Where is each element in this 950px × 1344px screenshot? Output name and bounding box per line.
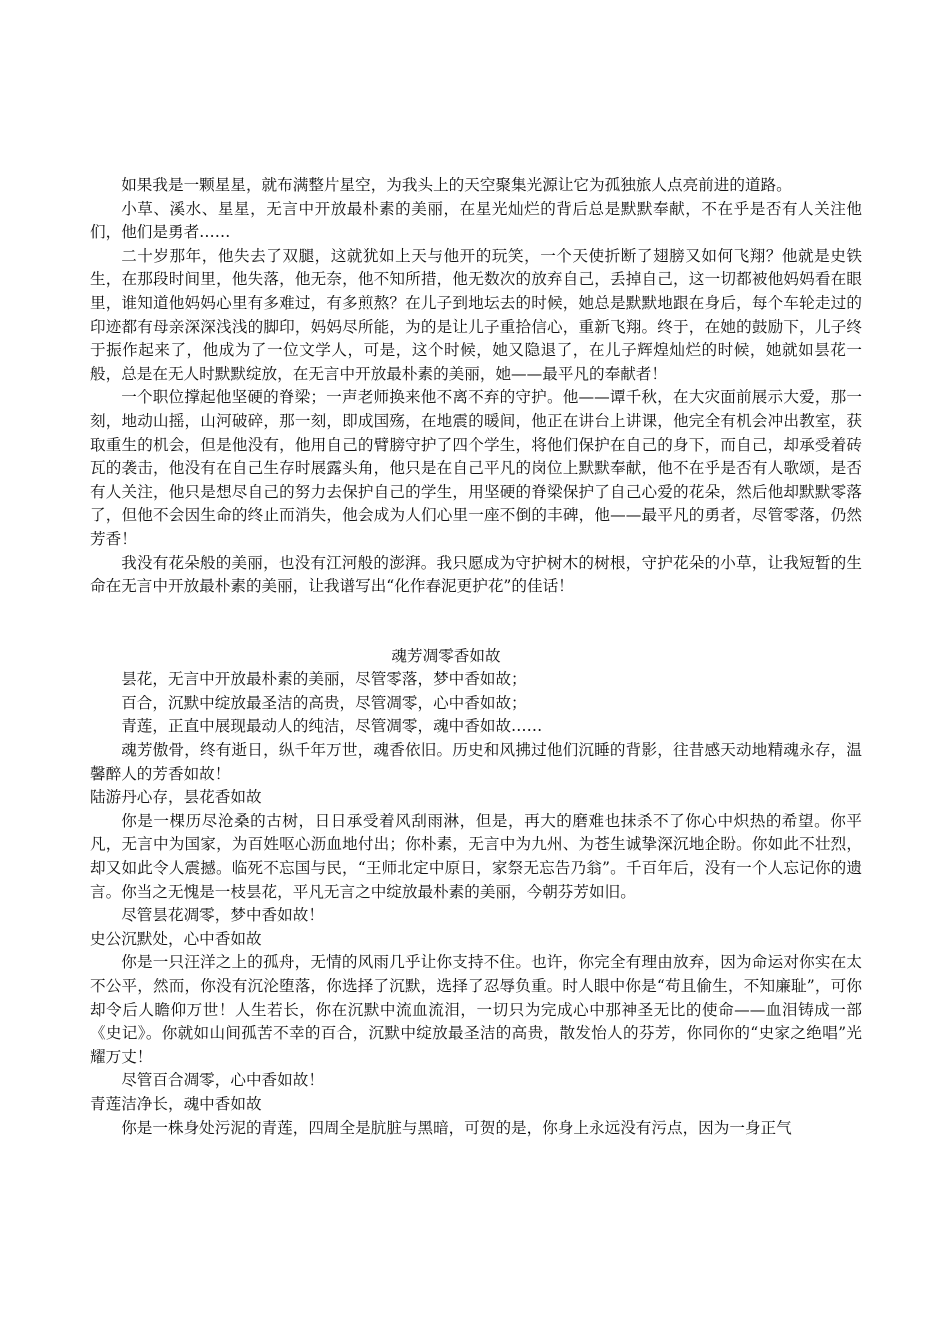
intro-line: 百合，沉默中绽放最圣洁的高贵，尽管凋零，心中香如故； <box>121 693 527 712</box>
paragraph: 你是一只汪洋之上的孤舟，无情的风雨几乎让你支持不住。也许，你完全有理由放弃，因为命运对你实在太不公平，然而，你没有沉沦堕落，你选择了沉默，选择了忍辱负重。时人眼中你是“苟且偷生，不知廉耻”，可你却令后人瞻仰万世！人生若长，你在沉默中流血流泪，一切只为完成心中那神圣无比的使命——血泪铸成一部《史记》。你就如山间孤苦不幸的百合，沉默中绽放最圣洁的高贵，散发怡人的芬芳，你同你的“史家之绝唱”光耀万丈！ <box>90 953 862 1066</box>
section-gap <box>90 599 862 645</box>
closing-line: 尽管百合凋零，心中香如故！ <box>121 1071 324 1090</box>
section-heading: 史公沉默处，心中香如故 <box>90 929 262 948</box>
paragraph: 如果我是一颗星星，就布满整片星空，为我头上的天空聚集光源让它为孤独旅人点亮前进的道路。 <box>121 176 792 194</box>
paragraph: 我没有花朵般的美丽，也没有江河般的澎湃。我只愿成为守护树木的树根，守护花朵的小草，让我短暂的生命在无言中开放最朴素的美丽，让我谱写出“化作春泥更护花”的佳话！ <box>90 553 862 596</box>
essay-title: 魂芳凋零香如故 <box>391 646 501 665</box>
paragraph: 你是一株身处污泥的青莲，四周全是肮脏与黑暗，可贺的是，你身上永远没有污点，因为一身正气 <box>121 1118 792 1137</box>
section-heading: 青莲洁净长，魂中香如故 <box>90 1094 262 1113</box>
paragraph: 二十岁那年，他失去了双腿，这就犹如上天与他开的玩笑，一个天使折断了翅膀又如何飞翔？他就是史铁生，在那段时间里，他失落，他无奈，他不知所措，他无数次的放弃自己，丢掉自己，这一切都被他妈妈看在眼里，谁知道他妈妈心里有多难过，有多煎熬？在儿子到地坛去的时候，她总是默默地跟在身后，每个车轮走过的印迹都有母亲深深浅浅的脚印，妈妈尽所能，为的是让儿子重拾信心，重新飞翔。终于，在她的鼓励下，儿子终于振作起来了，他成为了一位文学人，可是，这个时候，她又隐退了，在儿子辉煌灿烂的时候，她就如昙花一般，总是在无人时默默绽放，在无言中开放最朴素的美丽，她——最平凡的奉献者！ <box>90 246 862 383</box>
closing-line: 尽管昙花凋零，梦中香如故！ <box>121 906 324 925</box>
intro-line: 青莲，正直中展现最动人的纯洁，尽管凋零，魂中香如故…… <box>121 717 543 736</box>
intro-line: 昙花，无言中开放最朴素的美丽，尽管零落，梦中香如故； <box>121 670 527 689</box>
document-page <box>90 174 862 1140</box>
paragraph: 一个职位撑起他坚硬的脊梁；一声老师换来他不离不弃的守护。他——谭千秋，在大灾面前展示大爱，那一刻，地动山摇，山河破碎，那一刻，即成国殇，在地震的暖间，他正在讲台上讲课，他完全有机会冲出教室，获取重生的机会，但是他没有，他用自己的臂膀守护了四个学生，将他们保护在自己的身下，而自己，却承受着砖瓦的袭击，他没有在自己生存时展露头角，他只是在自己平凡的岗位上默默奉献，他不在乎是否有人歌颂，是否有人关注，他只是想尽自己的努力去保护自己的学生，用坚硬的脊梁保护了自己心爱的花朵，然后他却默默零落了，但他不会因生命的终止而消失，他会成为人们心里一座不倒的丰碑，他——最平凡的勇者，尽管零落，仍然芳香！ <box>90 388 862 548</box>
intro-line: 魂芳傲骨，终有逝日，纵千年万世，魂香依旧。历史和风拂过他们沉睡的背影，往昔感天动地精魂永存，温馨醉人的芳香如故！ <box>90 741 862 783</box>
section-heading: 陆游丹心存，昙花香如故 <box>90 788 262 807</box>
paragraph: 你是一棵历尽沧桑的古树，日日承受着风刮雨淋，但是，再大的磨难也抹杀不了你心中炽热的希望。你平凡，无言中为国家，为百姓呕心沥血地付出；你朴素，无言中为九州、为苍生诚挚深沉地企盼。你如此不壮烈，却又如此令人震撼。临死不忘国与民，“王师北定中原日，家祭无忘告乃翁”。千百年后，没有一个人忘记你的遗言。你当之无愧是一枝昙花，平凡无言之中绽放最朴素的美丽，今朝芬芳如旧。 <box>90 811 862 901</box>
paragraph: 小草、溪水、星星，无言中开放最朴素的美丽，在星光灿烂的背后总是默默奉献，不在乎是否有人关注他们，他们是勇者…… <box>90 199 862 242</box>
